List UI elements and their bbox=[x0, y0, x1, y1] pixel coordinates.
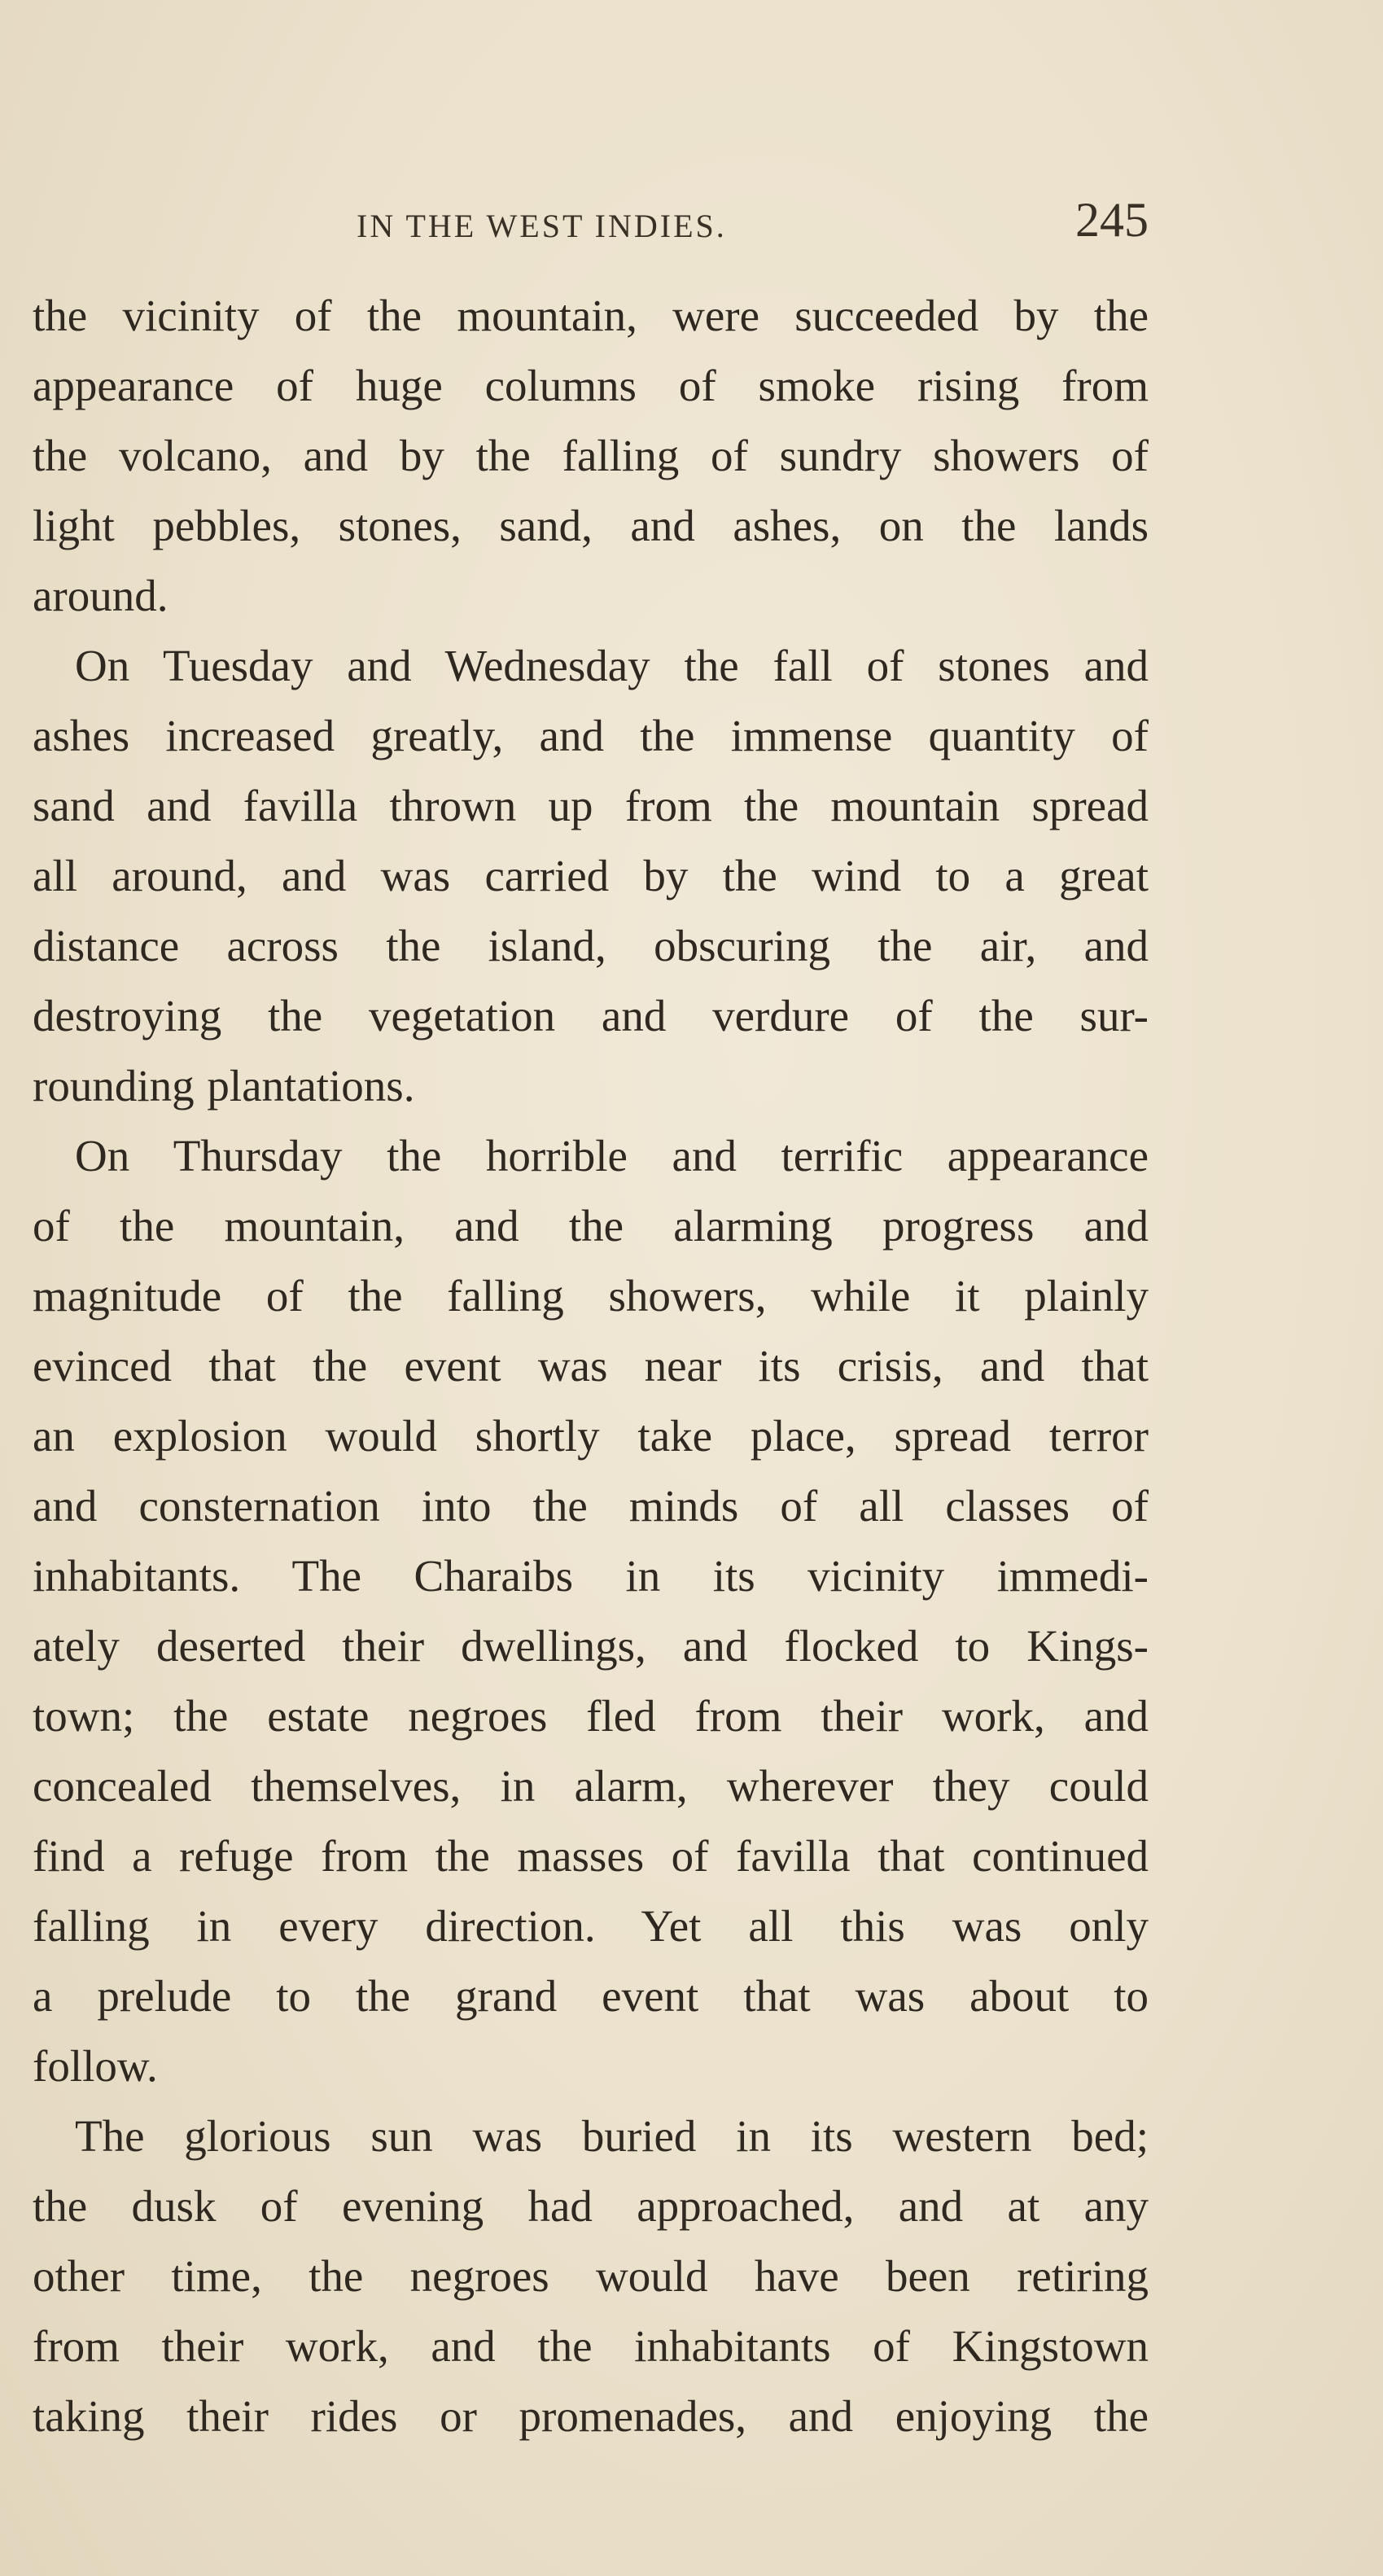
text-line: the vicinity of the mountain, were succeeded by the bbox=[33, 291, 1149, 340]
text-line: around. bbox=[33, 571, 168, 620]
text-line: falling in every direction. Yet all this was only bbox=[33, 1901, 1149, 1951]
text-line: The glorious sun was buried in its western bed; bbox=[75, 2111, 1149, 2161]
text-line: follow. bbox=[33, 2041, 158, 2091]
text-line: rounding plantations. bbox=[33, 1061, 415, 1111]
text-line: an explosion would shortly take place, spread terror bbox=[33, 1411, 1149, 1461]
paragraph-3 bbox=[33, 1121, 1149, 2101]
text-line: ashes increased greatly, and the immense quantity of bbox=[33, 711, 1149, 760]
text-line: sand and favilla thrown up from the mountain spread bbox=[33, 781, 1149, 830]
text-line: ately deserted their dwellings, and flocked to Kings- bbox=[33, 1621, 1149, 1671]
text-line: and consternation into the minds of all classes of bbox=[33, 1481, 1149, 1531]
body-text bbox=[33, 281, 1149, 2451]
running-header bbox=[0, 189, 1383, 254]
text-line: distance across the island, obscuring the air, and bbox=[33, 921, 1149, 970]
text-line: taking their rides or promenades, and enjoying the bbox=[33, 2391, 1149, 2441]
text-line: all around, and was carried by the wind to a great bbox=[33, 851, 1149, 900]
text-line: On Tuesday and Wednesday the fall of stones and bbox=[75, 641, 1149, 690]
page-number: 245 bbox=[1075, 193, 1149, 247]
paragraph-4 bbox=[33, 2101, 1149, 2451]
text-line: the volcano, and by the falling of sundry showers of bbox=[33, 431, 1149, 480]
text-line: light pebbles, stones, sand, and ashes, on the lands bbox=[33, 501, 1149, 550]
text-line: of the mountain, and the alarming progress and bbox=[33, 1201, 1149, 1251]
text-line: magnitude of the falling showers, while it plainly bbox=[33, 1271, 1149, 1321]
text-line: destroying the vegetation and verdure of the sur- bbox=[33, 991, 1149, 1040]
running-title: IN THE WEST INDIES. bbox=[357, 208, 727, 244]
text-line: On Thursday the horrible and terrific appearance bbox=[75, 1131, 1149, 1181]
text-line: appearance of huge columns of smoke rising from bbox=[33, 361, 1149, 410]
text-line: inhabitants. The Charaibs in its vicinity immedi- bbox=[33, 1551, 1149, 1601]
paragraph-1 bbox=[33, 281, 1149, 631]
text-line: concealed themselves, in alarm, wherever they could bbox=[33, 1761, 1149, 1811]
text-line: evinced that the event was near its crisis, and that bbox=[33, 1341, 1149, 1391]
text-line: from their work, and the inhabitants of Kingstown bbox=[33, 2321, 1149, 2371]
text-line: find a refuge from the masses of favilla that continued bbox=[33, 1831, 1149, 1881]
text-line: a prelude to the grand event that was about to bbox=[33, 1971, 1149, 2021]
paragraph-2 bbox=[33, 631, 1149, 1121]
text-line: other time, the negroes would have been retiring bbox=[33, 2251, 1149, 2301]
text-line: the dusk of evening had approached, and at any bbox=[33, 2181, 1149, 2231]
text-line: town; the estate negroes fled from their work, and bbox=[33, 1691, 1149, 1741]
